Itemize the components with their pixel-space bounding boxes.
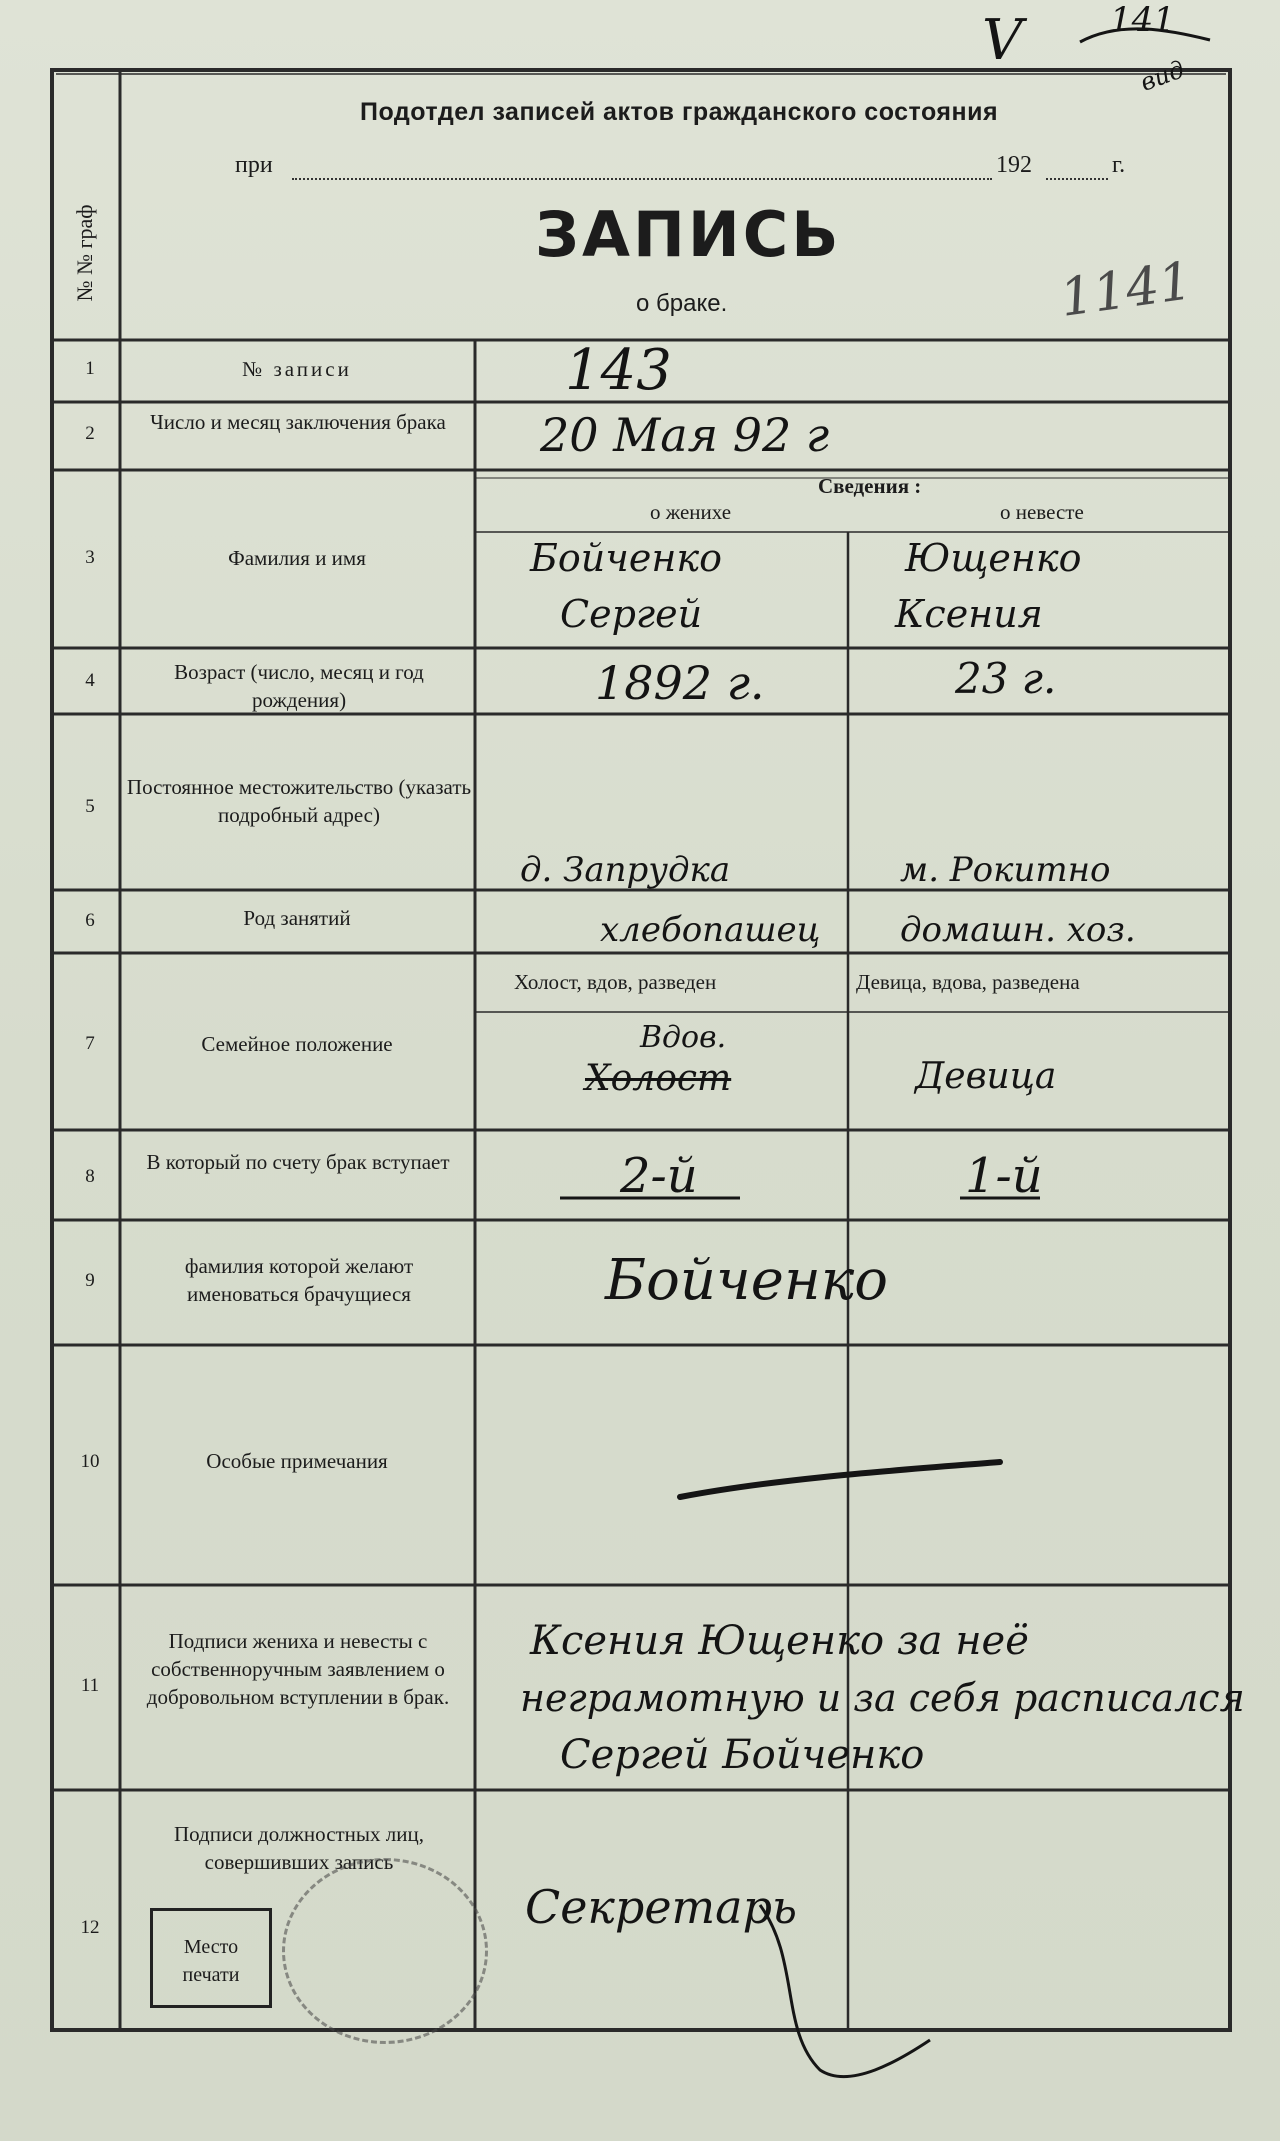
common-surname-value: Бойченко: [605, 1248, 888, 1313]
row-number: 7: [85, 1033, 95, 1054]
row-number: 11: [80, 1675, 100, 1696]
groom-status-subheader: Холост, вдов, разведен: [514, 970, 717, 994]
stamp-label: Место: [183, 1936, 239, 1958]
page-subtitle: о браке.: [636, 290, 728, 317]
groom-status-crossed-value: Холост: [585, 1058, 732, 1099]
bride-occupation-value: домашн. хоз.: [900, 910, 1136, 950]
row-number: 5: [85, 796, 95, 817]
bride-surname-value: Ющенко: [905, 536, 1082, 580]
bride-age-value: 23 г.: [955, 654, 1057, 703]
date-value: 20 Мая 92 г: [540, 408, 830, 462]
groom-firstname-value: Сергей: [560, 592, 703, 636]
row-number: 6: [85, 910, 95, 931]
row-number: 12: [80, 1917, 100, 1938]
groom-surname-value: Бойченко: [530, 536, 723, 580]
row-number: 9: [85, 1270, 95, 1291]
groom-subheader: о женихе: [650, 500, 732, 524]
official-seal: [282, 1858, 488, 2044]
record-number-value: 143: [565, 338, 672, 403]
bride-firstname-value: Ксения: [895, 592, 1043, 636]
row-label: Семейное положение: [201, 1032, 393, 1056]
info-subheader: Сведения :: [818, 474, 922, 498]
bride-address-value: м. Рокитно: [900, 850, 1111, 890]
row-label: фамилия которой желают именоваться брачущиеся: [184, 1254, 414, 1306]
margin-mark-number: 141: [1110, 0, 1175, 40]
at-dotted-line: [292, 178, 992, 180]
year-prefix: 192: [996, 152, 1032, 178]
margin-mark-note: вид: [1136, 55, 1189, 97]
groom-status-value: Вдов.: [640, 1020, 727, 1055]
row-number: 10: [80, 1451, 100, 1472]
hand-dash: [680, 1462, 1000, 1497]
row-label: Фамилия и имя: [228, 546, 366, 570]
margin-mark-v: V: [982, 8, 1023, 73]
row-number: 2: [85, 423, 95, 444]
row-label: Подписи жениха и невесты с собственноручным заявлением о добровольном вступлении в брак.: [146, 1629, 450, 1709]
groom-address-value: д. Запрудка: [520, 850, 731, 890]
bride-marriage-number-value: 1-й: [965, 1148, 1043, 1204]
row-label: Число и месяц заключения брака: [150, 410, 446, 434]
year-dotted-line: [1046, 178, 1108, 180]
signature-line-3: Сергей Бойченко: [560, 1732, 925, 1778]
signature-line-1: Ксения Ющенко за неё: [530, 1618, 1029, 1664]
at-prefix: при: [235, 152, 273, 178]
row-label: Постоянное местожительство (указать подробный адрес): [126, 775, 472, 827]
stamp-label: печати: [182, 1964, 240, 1986]
row-label: В который по счету брак вступает: [146, 1150, 450, 1174]
groom-occupation-value: хлебопашец: [600, 910, 821, 950]
bride-status-subheader: Девица, вдова, разведена: [856, 970, 1080, 994]
page-title: ЗАПИСЬ: [535, 198, 842, 271]
year-suffix: г.: [1112, 152, 1126, 178]
margin-pencil-number: 1141: [1056, 251, 1196, 329]
row-number: 3: [85, 547, 95, 568]
row-label: Особые примечания: [206, 1449, 388, 1473]
signature-line-2: неграмотную и за себя расписался: [520, 1676, 1245, 1720]
row-label: Подписи должностных лиц, совершивших запись: [174, 1822, 424, 1874]
row-label: Возраст (число, месяц и год рождения): [174, 660, 424, 712]
row-label: № записи: [242, 357, 352, 381]
groom-age-value: 1892 г.: [595, 656, 765, 710]
bride-status-value: Девица: [915, 1056, 1057, 1097]
official-signature-value: Секретарь: [525, 1880, 798, 1934]
groom-marriage-number-value: 2-й: [620, 1148, 698, 1204]
row-number: 4: [85, 670, 95, 691]
row-label: Род занятий: [243, 906, 351, 930]
bride-subheader: о невесте: [1000, 500, 1084, 524]
column-header-rotated: № № граф: [72, 204, 97, 302]
office-heading: Подотдел записей актов гражданского состояния: [360, 98, 999, 126]
row-number: 8: [85, 1166, 95, 1187]
row-number: 1: [85, 358, 95, 379]
stamp-place-box: [150, 1908, 272, 2008]
